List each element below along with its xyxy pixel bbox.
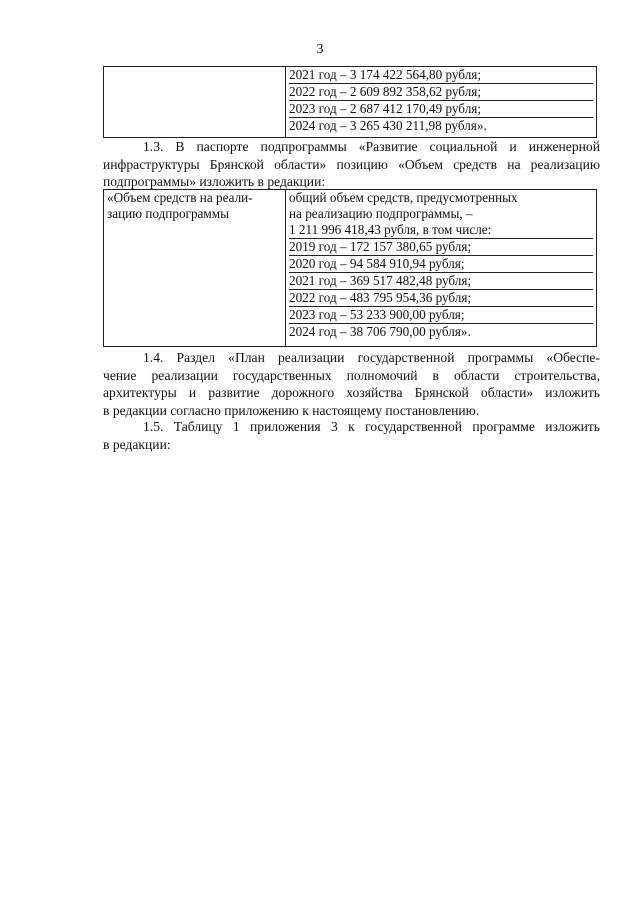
- funding-row: 2019 год – 172 157 380,65 рубля;: [289, 239, 593, 256]
- funding-row: 2024 год – 38 706 790,00 рубля».: [289, 324, 471, 339]
- funding-text-line: общий объем средств, предусмотренных: [289, 190, 518, 205]
- position-label-line: «Объем средств на реали-: [107, 190, 253, 205]
- funding-row: 2021 год – 3 174 422 564,80 рубля;: [289, 67, 593, 84]
- funding-text-line: на реализацию подпрограммы, –: [289, 206, 473, 221]
- paragraph-line: подпрограммы» изложить в редакции:: [103, 174, 326, 189]
- funding-row: 2021 год – 369 517 482,48 рубля;: [289, 273, 593, 290]
- subprogram-funding-table: [103, 189, 597, 347]
- funding-table-continuation: [103, 66, 597, 138]
- funding-row: 2022 год – 483 795 954,36 рубля;: [289, 290, 593, 307]
- paragraph-line: чение реализации государственных полномочий в области строительства,: [103, 367, 600, 383]
- funding-row: 2023 год – 53 233 900,00 рубля;: [289, 307, 593, 324]
- funding-row: 2022 год – 2 609 892 358,62 рубля;: [289, 84, 593, 101]
- paragraph-line: в редакции согласно приложению к настоящему постановлению.: [103, 402, 480, 418]
- paragraph-line: архитектуры и развитие дорожного хозяйства Брянской области» изложить: [103, 385, 600, 400]
- paragraph-line: 1.5. Таблицу 1 приложения 3 к государственной программе изложить: [143, 419, 600, 434]
- paragraph-line: 1.3. В паспорте подпрограммы «Развитие социальной и инженерной: [143, 139, 600, 154]
- table-left-cell: [104, 190, 286, 347]
- funding-row: 2023 год – 2 687 412 170,49 рубля;: [289, 101, 593, 118]
- position-label-line: зацию подпрограммы: [107, 206, 229, 221]
- paragraph-1-3: [103, 138, 600, 191]
- funding-total-line: 1 211 996 418,43 рубля, в том числе:: [289, 222, 593, 239]
- funding-row: 2020 год – 94 584 910,94 рубля;: [289, 256, 593, 273]
- table-left-cell: [104, 67, 286, 138]
- paragraph-line: 1.4. Раздел «План реализации государственной программы «Обеспе-: [143, 350, 600, 365]
- paragraph-line: в редакции:: [103, 436, 171, 452]
- funding-row: 2024 год – 3 265 430 211,98 рубля».: [289, 118, 487, 133]
- paragraph-line: инфраструктуры Брянской области» позицию «Объем средств на реализацию: [103, 156, 600, 172]
- page-number: 3: [316, 42, 324, 57]
- table-right-cell: [286, 67, 597, 138]
- table-right-cell: [286, 190, 597, 347]
- paragraph-1-4: [103, 349, 600, 419]
- paragraph-1-5: [103, 418, 600, 453]
